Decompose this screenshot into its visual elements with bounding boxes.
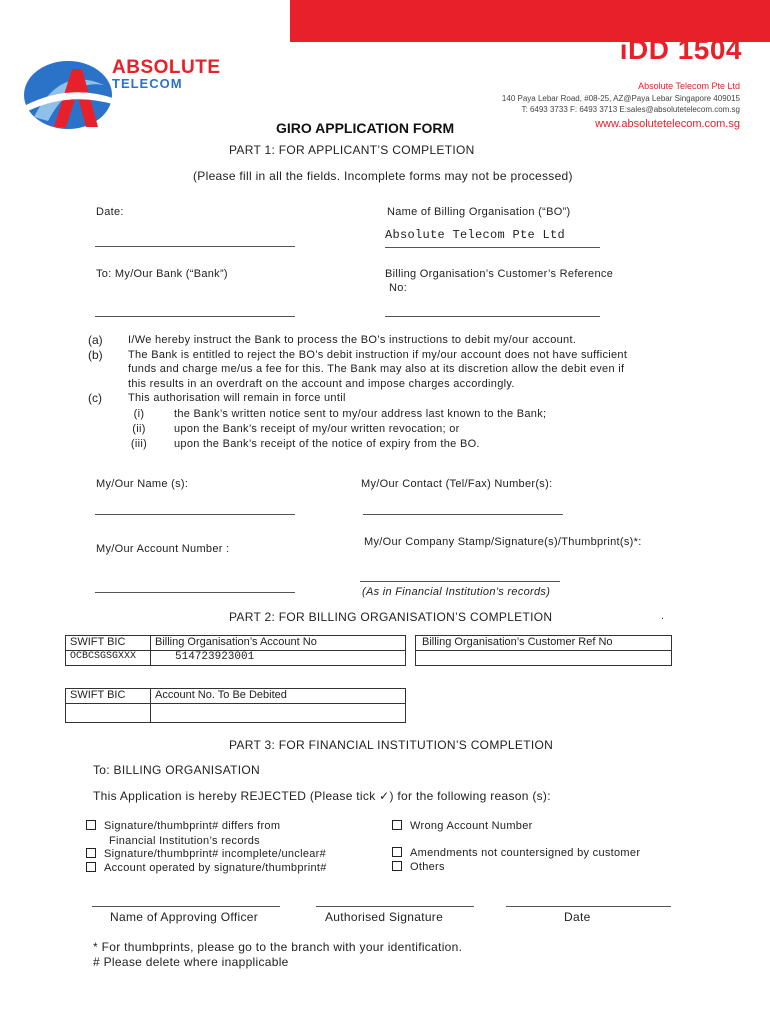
company-website: www.absolutetelecom.com.sg [595, 118, 740, 130]
bo-ref-label-no: No: [389, 282, 408, 294]
clause-text: funds and charge me/us a fee for this. The Bank may also at its discretion allow the debit even if [128, 363, 625, 375]
clause-row [88, 349, 688, 363]
clause-row [88, 363, 688, 377]
bo-name-label: Name of Billing Organisation (“BO”) [387, 206, 571, 218]
reason-label: Signature/thumbprint# differs from [104, 820, 281, 832]
clause-marker: (a) [88, 333, 103, 347]
bo-name-field [385, 247, 600, 248]
part1-note: (Please fill in all the fields. Incomplete forms may not be processed) [193, 169, 573, 183]
rejection-date-field[interactable] [506, 906, 671, 907]
company-contact: T: 6493 3733 F: 6493 3713 E:sales@absolutetelecom.com.sg [521, 105, 740, 114]
clause-text: I/We hereby instruct the Bank to process the BO’s instructions to debit my/our account. [128, 334, 577, 346]
brand-name-absolute: ABSOLUTE [112, 57, 221, 78]
reason-item [86, 816, 280, 847]
debit-account-table [65, 688, 406, 723]
reason-label: Amendments not countersigned by customer [410, 847, 641, 859]
reason-checkbox[interactable] [392, 820, 402, 830]
bo-account-table [65, 635, 406, 666]
subclause-text: upon the Bank’s receipt of the notice of expiry from the BO. [174, 437, 480, 450]
part2-heading: PART 2: FOR BILLING ORGANISATION’S COMPLETION [229, 610, 553, 624]
reason-label: Account operated by signature/thumbprint# [104, 862, 327, 874]
bank-field[interactable] [95, 316, 295, 317]
absolute-telecom-logo-icon [20, 55, 120, 135]
subclause-row [88, 408, 688, 422]
to-billing-organisation: To: BILLING ORGANISATION [93, 763, 261, 777]
brand-name-telecom: TELECOM [112, 76, 183, 91]
rejected-line: This Application is hereby REJECTED (Please tick ✓) for the following reason (s): [93, 789, 551, 803]
clause-row [88, 392, 688, 406]
clause-marker: (b) [88, 347, 103, 362]
part2-dot: . [661, 610, 665, 622]
bo-ref-field[interactable] [385, 316, 600, 317]
clause-row [88, 334, 688, 348]
subclause-row [88, 423, 688, 437]
clause-row [88, 378, 688, 392]
form-title: GIRO APPLICATION FORM [276, 120, 455, 136]
clause-marker: (c) [88, 391, 102, 405]
debit-account-header: Account No. To Be Debited [151, 689, 406, 704]
reason-item [392, 816, 533, 834]
subclause-text: the Bank’s written notice sent to my/our address last known to the Bank; [174, 407, 547, 420]
bo-name-value[interactable]: Absolute Telecom Pte Ltd [385, 228, 566, 242]
clause-text: The Bank is entitled to reject the BO’s debit instruction if my/our account does not have sufficient [128, 348, 628, 361]
clause-text: this results in an overdraft on the account and impose charges accordingly. [128, 377, 515, 390]
part3-heading: PART 3: FOR FINANCIAL INSTITUTION’S COMPLETION [229, 738, 554, 752]
date-label: Date: [96, 206, 124, 218]
reason-checkbox[interactable] [86, 848, 96, 858]
stamp-note: (As in Financial Institution’s records) [362, 586, 551, 598]
bo-account-value[interactable]: 514723923001 [151, 651, 406, 666]
bo-customer-ref-table [415, 635, 672, 666]
subclause-row [88, 438, 688, 452]
swift-bic-value-2[interactable] [66, 704, 151, 723]
subclause-marker: (iii) [130, 437, 148, 450]
reason-item [86, 858, 327, 876]
signature-label: Authorised Signature [325, 910, 444, 924]
swift-bic-header-2: SWIFT BIC [66, 689, 151, 704]
company-address: 140 Paya Lebar Road, #08-25, AZ@Paya Lebar Singapore 409015 [501, 94, 740, 103]
stamp-label: My/Our Company Stamp/Signature(s)/Thumbprint(s)*: [364, 536, 642, 548]
name-field[interactable] [95, 514, 295, 515]
footnote-delete: # Please delete where inapplicable [93, 955, 289, 969]
reason-label-continued: Financial Institution’s records [109, 835, 260, 847]
swift-bic-value[interactable]: OCBCSGSGXXX [66, 651, 151, 666]
reason-label: Others [410, 861, 445, 873]
bo-customer-ref-header: Billing Organisation’s Customer Ref No [416, 636, 672, 651]
contact-label: My/Our Contact (Tel/Fax) Number(s): [361, 478, 553, 490]
form-code: iDD 1504 [619, 34, 742, 65]
reason-label: Wrong Account Number [410, 820, 533, 832]
bo-ref-label: Billing Organisation’s Customer’s Reference [385, 268, 614, 280]
subclause-text: upon the Bank’s receipt of my/our written revocation; or [174, 422, 460, 435]
reason-checkbox[interactable] [86, 862, 96, 872]
reason-checkbox[interactable] [392, 861, 402, 871]
officer-label: Name of Approving Officer [110, 910, 259, 924]
reason-label: Signature/thumbprint# incomplete/unclear# [104, 848, 327, 860]
debit-account-value[interactable] [151, 704, 406, 723]
signature-field[interactable] [316, 906, 474, 907]
account-label: My/Our Account Number : [96, 543, 230, 555]
date-field[interactable] [95, 246, 295, 247]
bo-customer-ref-value[interactable] [416, 651, 672, 666]
clause-text: This authorisation will remain in force until [128, 392, 346, 404]
reason-item [392, 857, 445, 875]
officer-field[interactable] [92, 906, 280, 907]
reason-checkbox[interactable] [392, 847, 402, 857]
stamp-field[interactable] [360, 581, 560, 582]
reason-checkbox[interactable] [86, 820, 96, 830]
footnote-thumbprint: * For thumbprints, please go to the branch with your identification. [93, 940, 463, 954]
subclause-marker: (i) [133, 407, 145, 420]
name-label: My/Our Name (s): [96, 478, 189, 490]
company-name: Absolute Telecom Pte Ltd [638, 81, 740, 91]
account-field[interactable] [95, 592, 295, 593]
bank-label: To: My/Our Bank (“Bank”) [96, 268, 228, 280]
part1-heading: PART 1: FOR APPLICANT’S COMPLETION [229, 143, 475, 157]
swift-bic-header: SWIFT BIC [66, 636, 151, 651]
contact-field[interactable] [363, 514, 563, 515]
rejection-date-label: Date [564, 910, 591, 924]
subclause-marker: (ii) [132, 422, 146, 435]
bo-account-header: Billing Organisation’s Account No [151, 636, 406, 651]
